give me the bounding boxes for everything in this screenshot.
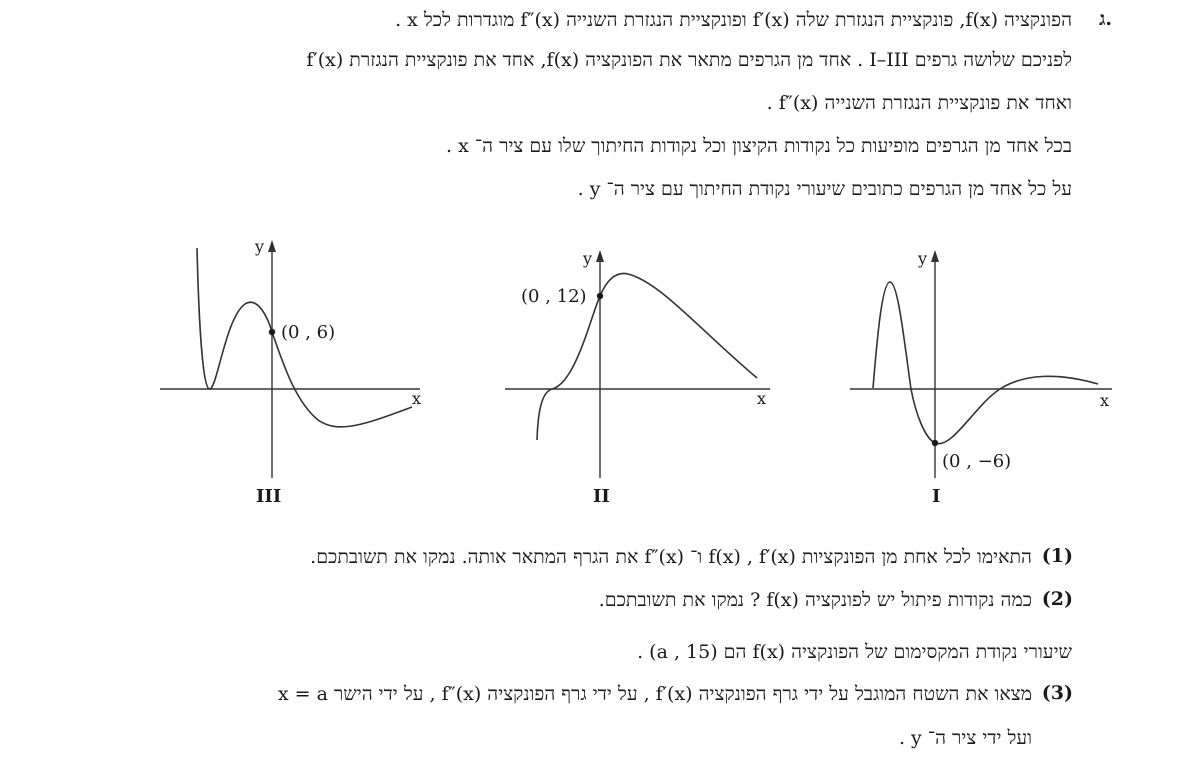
question-2-text: כמה נקודות פיתול יש לפונקציה f(x) ? נמקו את תשובתכם. [598,589,1032,611]
graph-I-y-intercept-point [932,440,938,446]
graph-I-x-label: x [1100,391,1110,410]
graph-II-y-arrow [596,250,604,262]
graph-II-point-label: (0 , 12) [521,286,587,307]
graph-II-y-label: y [583,249,593,268]
intro-line-3: ואחד את פונקציית הנגזרת השנייה f″(x) . [766,92,1072,114]
intro-line-4: בכל אחד מן הגרפים מופיעות כל נקודות הקיצון וכל נקודות החיתוך שלו עם ציר ה־ x . [446,135,1072,157]
graph-I-y-label: y [918,249,928,268]
question-3-line-1: מצאו את השטח המוגבל על ידי גרף הפונקציה f′(x) , על ידי גרף הפונקציה f″(x) , על ידי הישר x = a [277,683,1032,705]
question-2-number: (2) [1041,588,1073,610]
question-3-number: (3) [1041,682,1073,704]
given-text: שיעורי נקודת המקסימום של הפונקציה f(x) הם (a , 15) . [637,641,1072,663]
graph-II [505,249,770,507]
question-1-number: (1) [1041,545,1073,567]
graph-I [850,249,1112,507]
graph-III-y-intercept-point [269,329,275,335]
graph-III [160,237,421,507]
graph-I-point-label: (0 , −6) [942,451,1012,472]
graph-II-label: II [593,486,610,507]
intro-line-1: הפונקציה f(x), פונקציית הנגזרת שלה f′(x) ופונקציית הנגזרת השנייה f″(x) מוגדרות לכל x . [395,9,1072,31]
graph-I-label: I [932,486,941,507]
graph-III-x-label: x [412,389,422,408]
intro-line-2: לפניכם שלושה גרפים I–III . אחד מן הגרפים מתאר את הפונקציה f(x), אחד את פונקציית הנגזרת f′(x) [306,49,1072,71]
graph-III-y-label: y [255,237,265,256]
question-3-line-2: ועל ידי ציר ה־ y . [898,727,1032,749]
graph-I-y-arrow [931,250,939,262]
intro-line-5: על כל אחד מן הגרפים כתובים שיעורי נקודת החיתוך עם ציר ה־ y . [577,178,1072,200]
graph-II-y-intercept-point [597,293,603,299]
graph-III-label: III [256,486,282,507]
graph-II-x-label: x [757,389,767,408]
graph-III-y-arrow [268,240,276,252]
question-1-text: התאימו לכל אחת מן הפונקציות f(x) , f′(x) ו־ f″(x) את הגרף המתאר אותה. נמקו את תשובתכם. [310,546,1032,568]
section-mark: ג. [1099,8,1112,30]
graph-I-curve [873,282,1098,444]
graph-III-point-label: (0 , 6) [281,322,336,343]
